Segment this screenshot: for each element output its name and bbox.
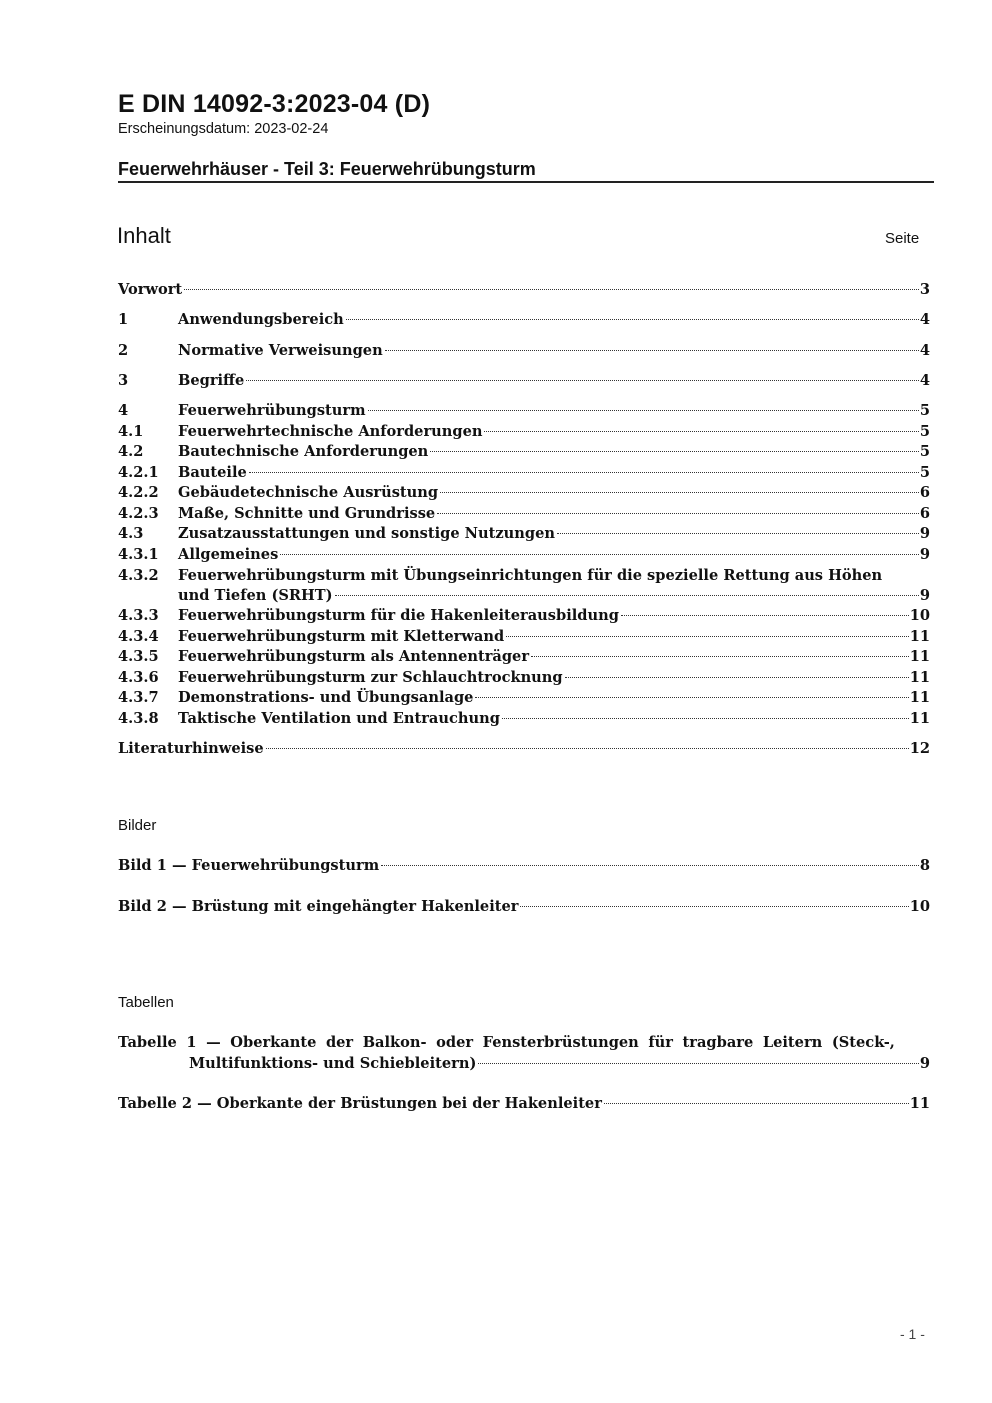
table-entry-text-line2: Multifunktions- und Schiebleitern) [189,1055,477,1072]
table-entry-page: 11 [909,1095,930,1112]
toc-entry-1[interactable] [118,310,930,331]
toc-entry-page: 3 [919,281,930,298]
table-entry-text-line1: Tabelle 1 — Oberkante der Balkon- oder Fensterbrüstungen für tragbare Leitern (Steck-, [118,1034,895,1051]
dot-leader [565,677,909,678]
toc-entry-2[interactable] [118,341,930,362]
title-rule [118,181,934,183]
toc-entry-number: 4.3.6 [118,669,159,686]
dot-leader [346,319,919,320]
toc-entry-number: 4.3.4 [118,628,159,645]
figure-entry-1[interactable] [118,856,930,877]
toc-entry-4-3-2-continued[interactable] [118,586,930,607]
toc-entry-vorwort[interactable] [118,280,930,301]
toc-entry-4-2-3[interactable] [118,504,930,525]
toc-entry-text: Feuerwehrübungsturm [178,402,366,419]
toc-entry-text-line1: Feuerwehrübungsturm mit Übungseinrichtungen für die spezielle Rettung aus Höhen [178,567,883,584]
toc-entry-number: 4.3.7 [118,689,159,706]
dot-leader [381,865,919,866]
toc-entry-number: 1 [118,311,129,328]
toc-entry-text: Feuerwehrübungsturm für die Hakenleiterausbildung [178,607,619,624]
dot-leader [430,451,919,452]
dot-leader [249,472,919,473]
page-column-label: Seite [885,230,920,247]
dot-leader [557,533,919,534]
contents-heading: Inhalt [117,223,171,248]
toc-entry-text: Feuerwehrtechnische Anforderungen [178,423,483,440]
dot-leader [478,1063,918,1064]
table-entry-text: Tabelle 2 — Oberkante der Brüstungen bei der Hakenleiter [118,1095,602,1112]
toc-entry-page: 6 [919,505,930,522]
figure-entry-2[interactable] [118,897,930,918]
toc-entry-page: 11 [909,710,930,727]
toc-entry-4-2-1[interactable] [118,463,930,484]
toc-entry-number: 4.1 [118,423,144,440]
toc-entry-4-3-6[interactable] [118,668,930,689]
toc-entry-number: 4.3.1 [118,546,159,563]
toc-entry-text: Bautechnische Anforderungen [178,443,429,460]
toc-entry-page: 5 [919,443,930,460]
dot-leader [520,906,908,907]
toc-entry-page: 4 [919,372,930,389]
document-title: Feuerwehrhäuser - Teil 3: Feuerwehrübungsturm [118,159,536,179]
toc-entry-page: 12 [909,740,930,757]
toc-entry-page: 9 [919,546,930,563]
dot-leader [437,513,919,514]
toc-entry-page: 10 [909,607,930,624]
toc-entry-text: Gebäudetechnische Ausrüstung [178,484,439,501]
dot-leader [280,554,919,555]
toc-entry-text: Bauteile [178,464,247,481]
dot-leader [368,410,919,411]
table-entry-page: 9 [919,1055,930,1072]
toc-entry-page: 11 [909,689,930,706]
toc-entry-4-2[interactable] [118,442,930,463]
toc-entry-text: Taktische Ventilation und Entrauchung [178,710,500,727]
toc-entry-text: Feuerwehrübungsturm als Antennenträger [178,648,530,665]
dot-leader [604,1103,909,1104]
toc-entry-number: 4.3.3 [118,607,159,624]
table-entry-2[interactable] [118,1094,930,1115]
toc-entry-page: 9 [919,525,930,542]
toc-entry-number: 4.2 [118,443,144,460]
dot-leader [484,431,918,432]
dot-leader [440,492,919,493]
toc-entry-page: 9 [919,587,930,604]
toc-entry-text-line2: und Tiefen (SRHT) [178,587,333,604]
toc-entry-page: 6 [919,484,930,501]
dot-leader [385,350,919,351]
toc-entry-number: 2 [118,342,129,359]
figure-entry-page: 10 [909,898,930,915]
dot-leader [621,615,909,616]
toc-entry-page: 11 [909,628,930,645]
toc-entry-text: Maße, Schnitte und Grundrisse [178,505,436,522]
toc-entry-text: Normative Verweisungen [178,342,383,359]
toc-entry-number: 4.3.8 [118,710,159,727]
dot-leader [506,636,908,637]
toc-entry-page: 5 [919,402,930,419]
dot-leader [266,748,909,749]
toc-entry-text: Allgemeines [178,546,279,563]
toc-entry-text: Anwendungsbereich [178,311,344,328]
toc-entry-bibliography[interactable] [118,739,930,760]
toc-entry-text: Feuerwehrübungsturm mit Kletterwand [178,628,505,645]
dot-leader [184,289,919,290]
dot-leader [475,697,908,698]
dot-leader [531,656,909,657]
toc-entry-4-3-2[interactable] [118,566,930,587]
toc-entry-page: 11 [909,669,930,686]
toc-entry-4-3-3[interactable] [118,606,930,627]
figures-heading: Bilder [118,817,157,834]
toc-entry-page: 5 [919,423,930,440]
toc-entry-text: Literaturhinweise [118,740,264,757]
toc-entry-text: Zusatzausstattungen und sonstige Nutzungen [178,525,555,542]
toc-entry-4-3-5[interactable] [118,647,930,668]
dot-leader [246,380,919,381]
toc-entry-text: Vorwort [118,281,183,298]
toc-entry-4-3-8[interactable] [118,709,930,730]
toc-entry-number: 4 [118,402,129,419]
dot-leader [502,718,909,719]
toc-entry-page: 4 [919,311,930,328]
figure-entry-text: Bild 2 — Brüstung mit eingehängter Hakenleiter [118,898,519,915]
toc-entry-4-2-2[interactable] [118,483,930,504]
toc-entry-number: 4.3.5 [118,648,159,665]
toc-entry-text: Begriffe [178,372,245,389]
toc-entry-page: 11 [909,648,930,665]
toc-entry-number: 4.2.2 [118,484,159,501]
table-entry-1-continued[interactable] [189,1054,930,1075]
toc-entry-number: 4.3 [118,525,144,542]
toc-entry-4-3-1[interactable] [118,545,930,566]
toc-entry-4-3[interactable] [118,524,930,545]
toc-entry-number: 4.3.2 [118,567,159,584]
toc-entry-4-1[interactable] [118,422,930,443]
figure-entry-text: Bild 1 — Feuerwehrübungsturm [118,857,380,874]
toc-entry-text: Feuerwehrübungsturm zur Schlauchtrocknung [178,669,563,686]
toc-entry-4[interactable] [118,401,930,422]
dot-leader [335,595,919,596]
toc-entry-3[interactable] [118,371,930,392]
tables-heading: Tabellen [118,994,174,1011]
toc-entry-text: Demonstrations- und Übungsanlage [178,689,474,706]
document-id: E DIN 14092-3:2023-04 (D) [118,90,431,118]
toc-entry-page: 4 [919,342,930,359]
table-entry-1[interactable] [118,1033,930,1054]
toc-entry-page: 5 [919,464,930,481]
page-number: - 1 - [900,1326,925,1342]
publication-date: Erscheinungsdatum: 2023-02-24 [118,121,329,137]
figure-entry-page: 8 [919,857,930,874]
toc-entry-4-3-4[interactable] [118,627,930,648]
toc-entry-number: 4.2.3 [118,505,159,522]
toc-entry-4-3-7[interactable] [118,688,930,709]
toc-entry-number: 4.2.1 [118,464,159,481]
toc-entry-number: 3 [118,372,129,389]
